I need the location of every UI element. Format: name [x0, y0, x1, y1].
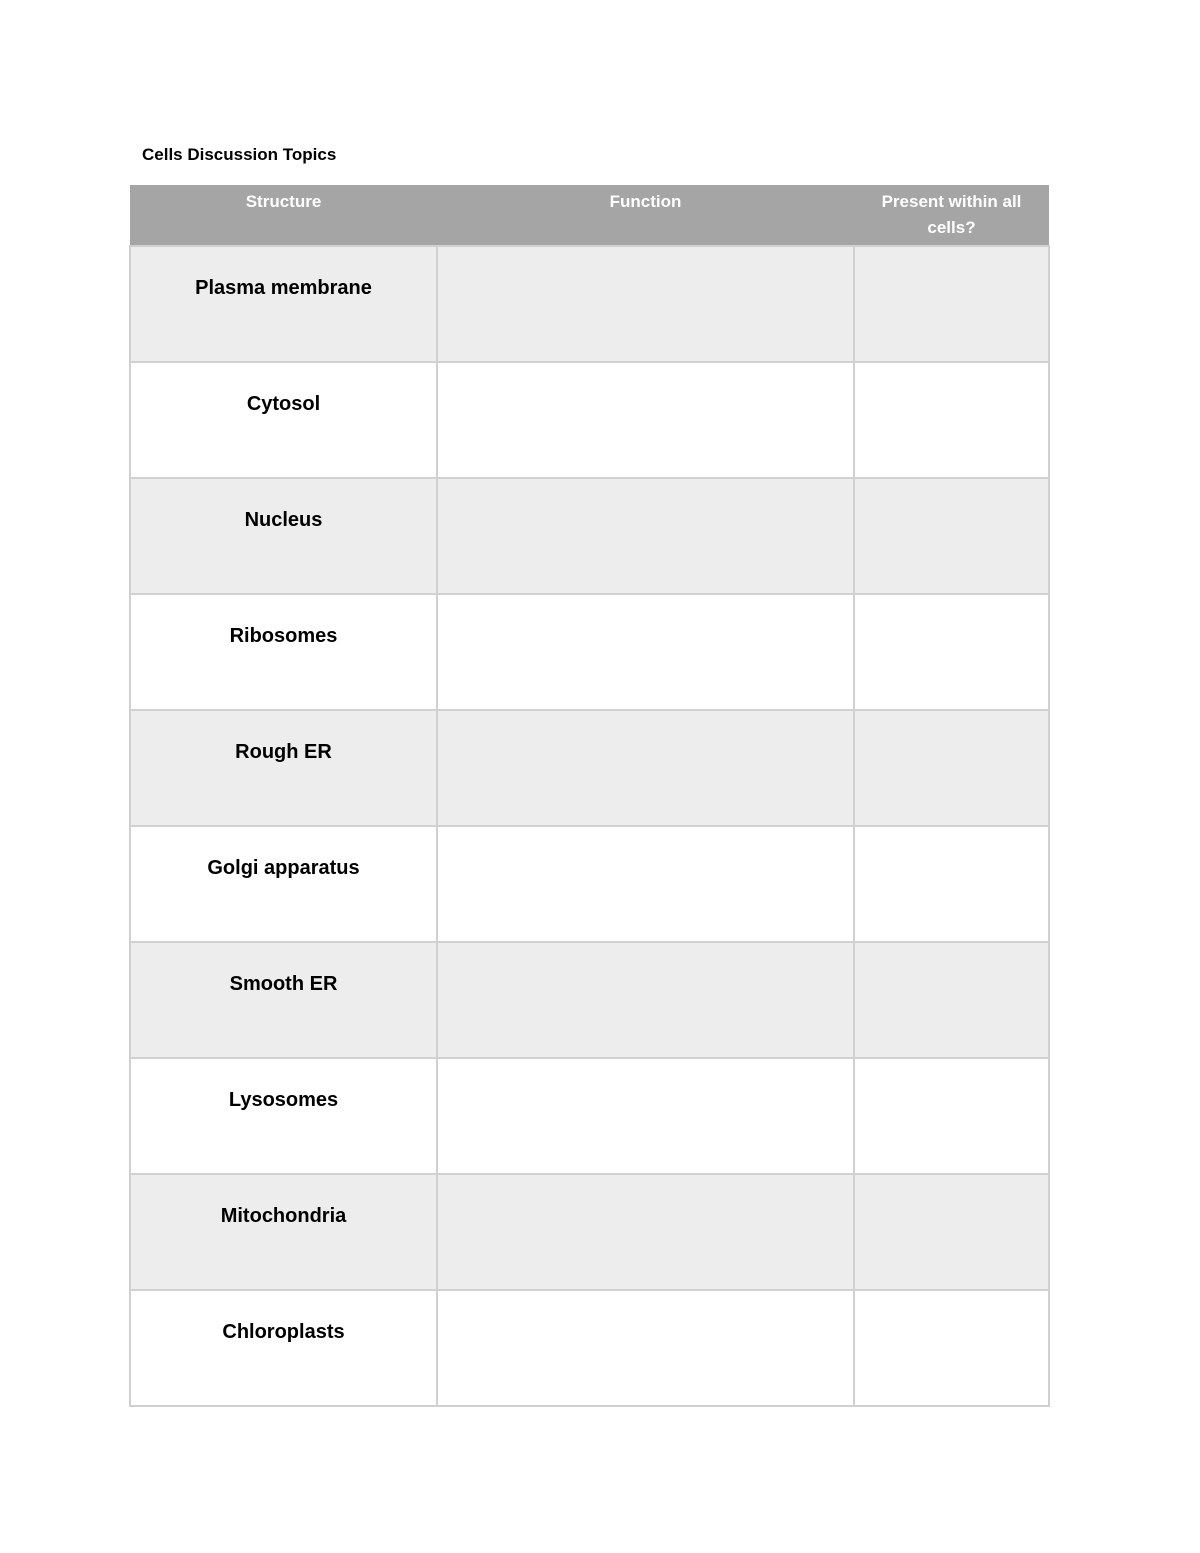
header-function: Function — [437, 185, 854, 246]
function-cell[interactable] — [437, 942, 854, 1058]
present-cell[interactable] — [854, 826, 1049, 942]
table-row — [130, 362, 1049, 478]
table-row — [130, 1058, 1049, 1174]
table-row — [130, 942, 1049, 1058]
present-cell[interactable] — [854, 478, 1049, 594]
structure-cell: Nucleus — [130, 478, 437, 594]
structure-cell: Cytosol — [130, 362, 437, 478]
table-row — [130, 478, 1049, 594]
present-cell[interactable] — [854, 594, 1049, 710]
function-cell[interactable] — [437, 1174, 854, 1290]
structure-cell: Rough ER — [130, 710, 437, 826]
structure-cell: Golgi apparatus — [130, 826, 437, 942]
function-cell[interactable] — [437, 1290, 854, 1406]
table-row — [130, 826, 1049, 942]
table-row — [130, 1290, 1049, 1406]
structure-cell: Chloroplasts — [130, 1290, 437, 1406]
structure-cell: Mitochondria — [130, 1174, 437, 1290]
present-cell[interactable] — [854, 942, 1049, 1058]
function-cell[interactable] — [437, 246, 854, 362]
structure-cell: Ribosomes — [130, 594, 437, 710]
function-cell[interactable] — [437, 478, 854, 594]
present-cell[interactable] — [854, 1174, 1049, 1290]
function-cell[interactable] — [437, 1058, 854, 1174]
present-cell[interactable] — [854, 246, 1049, 362]
structure-cell: Plasma membrane — [130, 246, 437, 362]
present-cell[interactable] — [854, 1290, 1049, 1406]
table-header-row — [130, 185, 1049, 246]
header-present-within-all-cells: Present within all cells? — [854, 185, 1049, 246]
table-row — [130, 594, 1049, 710]
table-row — [130, 1174, 1049, 1290]
present-cell[interactable] — [854, 1058, 1049, 1174]
structure-cell: Lysosomes — [130, 1058, 437, 1174]
present-cell[interactable] — [854, 362, 1049, 478]
table-row — [130, 246, 1049, 362]
function-cell[interactable] — [437, 826, 854, 942]
page-title: Cells Discussion Topics — [142, 145, 337, 164]
function-cell[interactable] — [437, 362, 854, 478]
cells-topics-table — [129, 185, 1050, 1407]
present-cell[interactable] — [854, 710, 1049, 826]
function-cell[interactable] — [437, 594, 854, 710]
structure-cell: Smooth ER — [130, 942, 437, 1058]
header-structure: Structure — [130, 185, 437, 246]
table-row — [130, 710, 1049, 826]
function-cell[interactable] — [437, 710, 854, 826]
